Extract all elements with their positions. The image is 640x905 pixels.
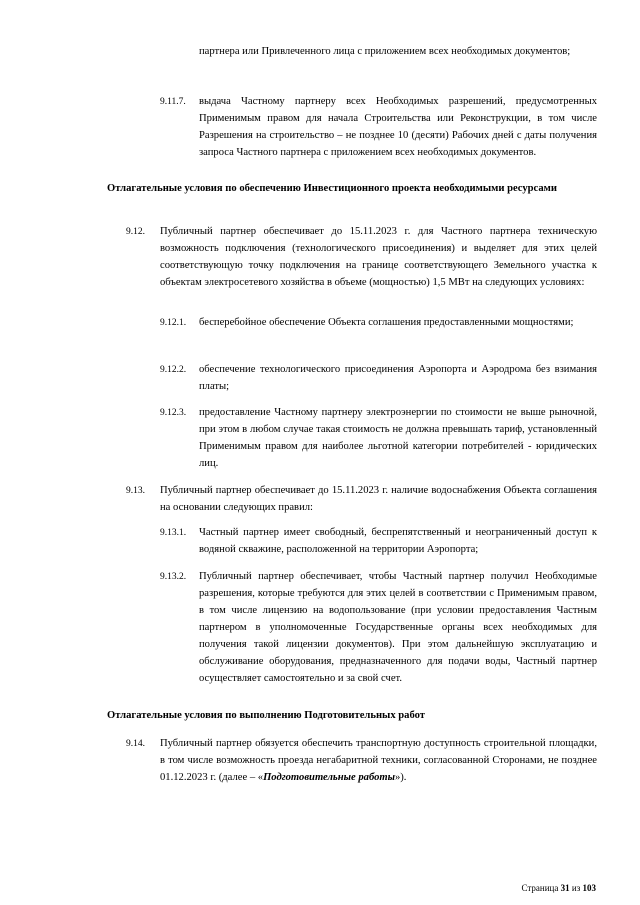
section-heading-preparatory-works: Отлагательные условия по выполнению Подготовительных работ <box>107 710 425 721</box>
clause-9-12-3: предоставление Частному партнеру электроэнергии по стоимости не выше рыночной, при этом в любом случае такая стоимость не должна превышать тариф, установленный Применимым правом для наиболее льготной категории потребителей - юридических лиц. <box>199 407 597 469</box>
page-label: Страница <box>521 883 559 893</box>
clause-number-9-12-3: 9.12.3. <box>160 408 187 418</box>
clause-9-14-text: Публичный партнер обязуется обеспечить транспортную доступность строительной площадки, в том числе возможность проезда негабаритной техники, согласованной Сторонами, не позднее 01.12.2023 г. (далее – « <box>160 738 597 783</box>
page-footer <box>522 880 597 897</box>
clause-9-14-text-end: »). <box>394 772 407 783</box>
clause-number-9-14: 9.14. <box>126 739 145 749</box>
clause-number-9-11-7: 9.11.7. <box>160 97 186 107</box>
paragraph-continuation: партнера или Привлеченного лица с приложением всех необходимых документов; <box>199 46 571 57</box>
clause-number-9-12: 9.12. <box>126 227 145 237</box>
page-number: 31 <box>560 883 570 893</box>
clause-9-13: Публичный партнер обеспечивает до 15.11.2023 г. наличие водоснабжения Объекта соглашения на основании следующих правил: <box>160 485 597 513</box>
clause-number-9-12-1: 9.12.1. <box>160 318 187 328</box>
page-total: 103 <box>582 883 596 893</box>
clause-number-9-12-2: 9.12.2. <box>160 365 187 375</box>
page-of: из <box>571 883 581 893</box>
clause-9-13-1: Частный партнер имеет свободный, беспрепятственный и неограниченный доступ к водяной скважине, расположенной на территории Аэропорта; <box>199 527 597 555</box>
clause-9-12: Публичный партнер обеспечивает до 15.11.2023 г. для Частного партнера техническую возможность подключения (технологического присоединения) и выделяет для этих целей соответствующую точку подключения на границе соответствующего Земельного участка к объектам электросетевого хозяйства в объеме (мощностью) 1,5 МВт на следующих условиях: <box>160 226 597 288</box>
clause-9-12-1: бесперебойное обеспечение Объекта соглашения предоставленными мощностями; <box>199 317 574 328</box>
clause-number-9-13: 9.13. <box>126 486 145 496</box>
clause-number-9-13-2: 9.13.2. <box>160 572 187 582</box>
section-heading-resources: Отлагательные условия по обеспечению Инвестиционного проекта необходимыми ресурсами <box>107 183 557 194</box>
defined-term: Подготовительные работы <box>263 772 395 783</box>
clause-9-11-7: выдача Частному партнеру всех Необходимых разрешений, предусмотренных Применимым правом для начала Строительства или Реконструкции, в том числе Разрешения на строительство – не позднее 10 (десяти) Рабочих дней с даты получения запроса Частного партнера с приложением всех необходимых документов. <box>199 96 597 158</box>
clause-9-14 <box>160 735 597 786</box>
clause-9-13-2: Публичный партнер обеспечивает, чтобы Частный партнер получил Необходимые разрешения, которые требуются для этих целей в соответствии с Применимым правом, в том числе лицензию на водопользование (при условии предоставления Частным партнером в уполномоченные Государственные органы всех необходимых для получения такой лицензии документов). При этом дальнейшую эксплуатацию и обслуживание оборудования, предназначенного для подачи воды, Частный партнер осуществляет самостоятельно и за свой счет. <box>199 571 597 684</box>
clause-9-12-2: обеспечение технологического присоединения Аэропорта и Аэродрома без взимания платы; <box>199 364 597 392</box>
clause-number-9-13-1: 9.13.1. <box>160 528 187 538</box>
